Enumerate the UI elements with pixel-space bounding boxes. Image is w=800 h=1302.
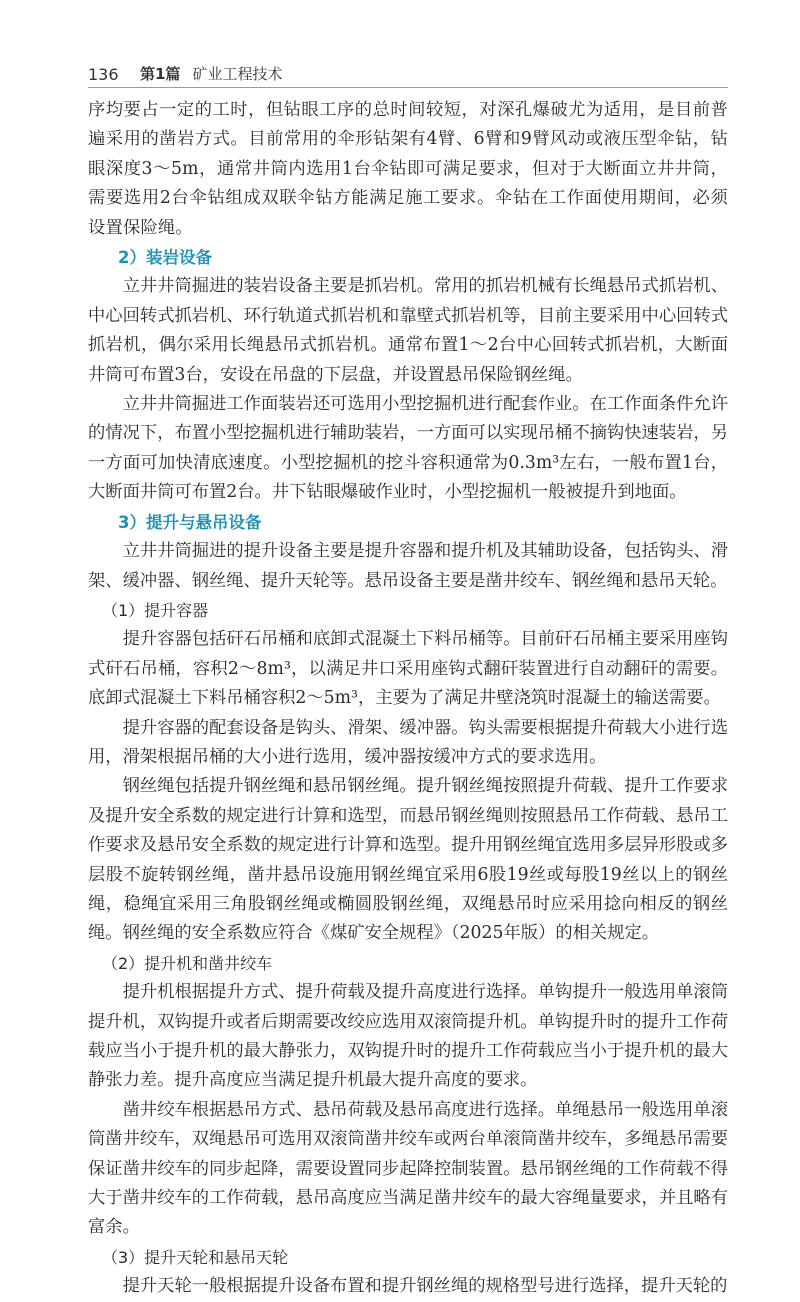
paragraph: 提升容器的配套设备是钩头、滑架、缓冲器。钩头需要根据提升荷载大小进行选用，滑架根据吊桶的大小进行选用，缓冲器按缓冲方式的要求选用。	[88, 717, 728, 767]
chapter-label: 第1篇	[140, 65, 181, 83]
paragraph: 提升机根据提升方式、提升荷载及提升高度进行选择。单钩提升一般选用单滚筒提升机，双钩提升或者后期需要改绞应选用双滚筒提升机。单钩提升时的提升工作荷载应当小于提升机的最大静张力，双钩提升时的提升工作荷载应当小于提升机的最大静张力差。提升高度应当满足提升机最大提升高度的要求。	[88, 982, 728, 1091]
subheading-hoisting-container: （1）提升容器	[102, 600, 209, 620]
paragraph: 钢丝绳包括提升钢丝绳和悬吊钢丝绳。提升钢丝绳按照提升荷载、提升工作要求及提升安全系数的规定进行计算和选型，而悬吊钢丝绳则按照悬吊工作荷载、悬吊工作要求及悬吊安全系数的规定进行计算和选型。提升用钢丝绳宜选用多层异形股或多层股不旋转钢丝绳，凿井悬吊设施用钢丝绳宜采用6股19丝或每股19丝以上的钢丝绳，稳绳宜采用三角股钢丝绳或椭圆股钢丝绳，双绳悬吊时应采用捻向相反的钢丝绳。钢丝绳的安全系数应符合《煤矿安全规程》（2025年版）的相关规定。	[88, 776, 728, 944]
page-header	[88, 54, 728, 84]
paragraph: 提升天轮一般根据提升设备布置和提升钢丝绳的规格型号进行选择，提升天轮的	[122, 1276, 728, 1297]
section-heading-loading-equipment: 2）装岩设备	[118, 248, 212, 268]
subheading-sheaves: （3）提升天轮和悬吊天轮	[102, 1247, 289, 1267]
page-number: 136	[88, 65, 119, 84]
body-text	[88, 96, 728, 1302]
paragraph: 立井井筒掘进的提升设备主要是提升容器和提升机及其辅助设备，包括钩头、滑架、缓冲器、钢丝绳、提升天轮等。悬吊设备主要是凿井绞车、钢丝绳和悬吊天轮。	[88, 541, 728, 591]
paragraph: 提升容器包括矸石吊桶和底卸式混凝土下料吊桶等。目前矸石吊桶主要采用座钩式矸石吊桶，容积2～8m³，以满足井口采用座钩式翻矸装置进行自动翻矸的需要。底卸式混凝土下料吊桶容积2～5m³，主要为了满足井壁浇筑时混凝土的输送需要。	[88, 629, 728, 709]
paragraph-continued: 序均要占一定的工时，但钻眼工序的总时间较短，对深孔爆破尤为适用，是目前普遍采用的凿岩方式。目前常用的伞形钻架有4臂、6臂和9臂风动或液压型伞钻，钻眼深度3～5m，通常井筒内选用1台伞钻即可满足要求，但对于大断面立井井筒，需要选用2台伞钻组成双联伞钻方能满足施工要求。伞钻在工作面使用期间，必须设置保险绳。	[88, 100, 728, 238]
section-heading-hoisting-equipment: 3）提升与悬吊设备	[118, 512, 262, 532]
paragraph: 立井井筒掘进工作面装岩还可选用小型挖掘机进行配套作业。在工作面条件允许的情况下，布置小型挖掘机进行辅助装岩，一方面可以实现吊桶不摘钩快速装岩，另一方面可加快清底速度。小型挖掘机的挖斗容积通常为0.3m³左右，一般布置1台，大断面井筒可布置2台。井下钻眼爆破作业时，小型挖掘机一般被提升到地面。	[88, 394, 728, 503]
header-divider	[88, 87, 728, 88]
paragraph: 立井井筒掘进的装岩设备主要是抓岩机。常用的抓岩机械有长绳悬吊式抓岩机、中心回转式抓岩机、环行轨道式抓岩机和靠壁式抓岩机等，目前主要采用中心回转式抓岩机，偶尔采用长绳悬吊式抓岩机。通常布置1～2台中心回转式抓岩机，大断面井筒可布置3台，安设在吊盘的下层盘，并设置悬吊保险钢丝绳。	[88, 276, 728, 385]
subheading-hoist-and-winch: （2）提升机和凿井绞车	[102, 953, 273, 973]
chapter-title: 矿业工程技术	[192, 65, 283, 83]
paragraph: 凿井绞车根据悬吊方式、悬吊荷载及悬吊高度进行选择。单绳悬吊一般选用单滚筒凿井绞车，双绳悬吊可选用双滚筒凿井绞车或两台单滚筒凿井绞车，多绳悬吊需要保证凿井绞车的同步起降，需要设置同步起降控制装置。悬吊钢丝绳的工作荷载不得大于凿井绞车的工作荷载，悬吊高度应当满足凿井绞车的最大容绳量要求，并且略有富余。	[88, 1099, 728, 1238]
